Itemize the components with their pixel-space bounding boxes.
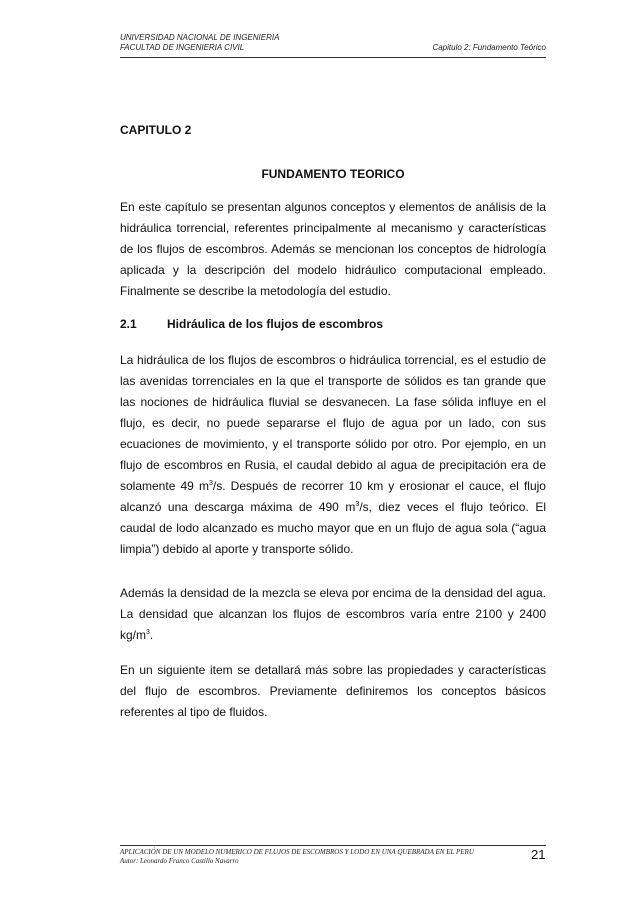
p1-sup1: 3: [208, 480, 213, 487]
header-chapter-ref: Capitulo 2: Fundamento Teórico: [432, 43, 546, 52]
p2-sup: 3: [146, 629, 150, 636]
footer-divider: [120, 845, 546, 846]
page-header: [120, 33, 546, 53]
section-title: Hidráulica de los flujos de escombros: [167, 317, 384, 331]
paragraph-density: [120, 583, 546, 646]
p2-part2: .: [149, 628, 154, 642]
header-university: UNIVERSIDAD NACIONAL DE INGENIERIA: [120, 33, 280, 42]
intro-paragraph: En este capítulo se presentan algunos conceptos y elementos de análisis de la hidráulica torrencial, referentes principalmente al mecanismo y características de los flujos de escombros. Además se mencionan los conceptos de hidrología aplicada y la descripción del modelo hidráulico computacional empleado. Finalmente se describe la metodología del estudio.: [120, 200, 546, 298]
chapter-title-text: FUNDAMENTO TEORICO: [261, 167, 405, 181]
p1-sup2: 3: [355, 501, 360, 508]
p1-part1: La hidráulica de los flujos de escombros o hidráulica torrencial, es el estudio de las avenidas torrenciales en la que el transporte de sólidos es tan grande que las nociones de hidráulica fluvial se desvanecen. La fase sólida influye en el flujo, es decir, no puede separarse el flujo de agua por un lado, con sus ecuaciones de movimiento, y el transporte sólido por otro. Por ejemplo, en un flujo de escombros en Rusia, el caudal debido al agua de precipitación era de solamente 49 m: [120, 353, 546, 493]
chapter-label: CAPITULO 2: [120, 123, 192, 137]
paragraph-next: En un siguiente item se detallará más sobre las propiedades y características del flujo de escombros. Previamente definiremos los conceptos básicos referentes al tipo de fluidos.: [120, 663, 546, 719]
p2-part1: Además la densidad de la mezcla se eleva por encima de la densidad del agua. La densidad que alcanzan los flujos de escombros varía entre 2100 y 2400 kg/m: [120, 586, 546, 642]
page-number: 21: [531, 847, 546, 862]
header-faculty: FACULTAD DE INGENIERIA CIVIL: [120, 43, 245, 52]
p1-part3: /s, diez veces el flujo teórico. El caudal de lodo alcanzado es mucho mayor que en un flujo de agua sola (“agua limpia”) debido al aporte y transporte sólido.: [120, 500, 546, 556]
page-footer: [120, 848, 520, 866]
footer-thesis-title: APLICACIÓN DE UN MODELO NUMERICO DE FLUJOS DE ESCOMBROS Y LODO EN UNA QUEBRADA EN EL PERU: [120, 848, 474, 856]
chapter-title: [120, 167, 546, 181]
footer-author: Autor: Leonardo Franco Castillo Navarro: [120, 857, 239, 865]
header-divider: [120, 57, 546, 58]
p1-part2: /s. Después de recorrer 10 km y erosionar el cauce, el flujo alcanzó una descarga máxima de 490 m: [120, 479, 546, 514]
section-heading: [120, 317, 383, 331]
paragraph-hydraulics: [120, 350, 546, 560]
section-number: 2.1: [120, 317, 137, 331]
